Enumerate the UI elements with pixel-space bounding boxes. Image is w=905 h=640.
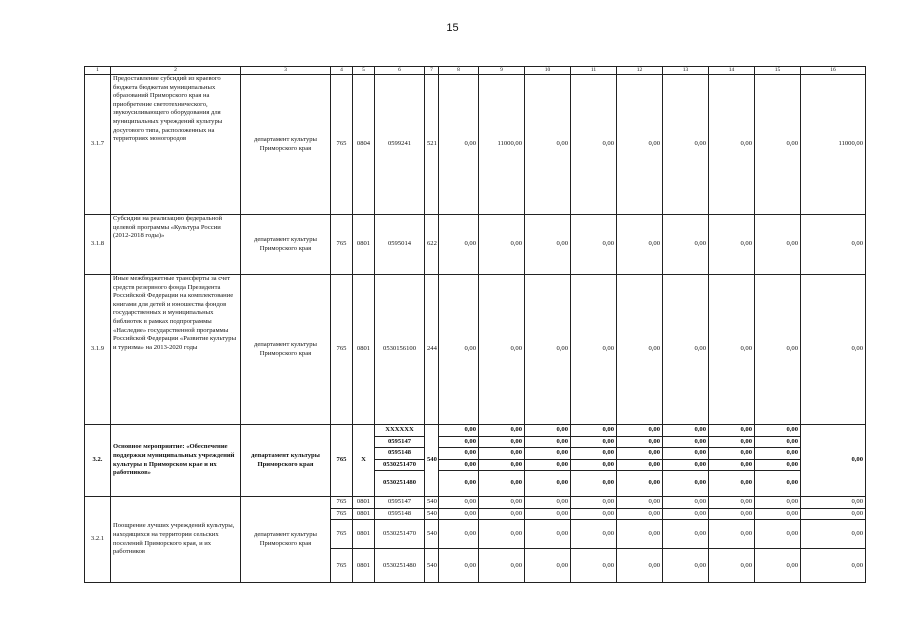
value-cell: 0,00 — [801, 425, 866, 497]
csr-code: 0530251480 — [383, 479, 416, 486]
vr-code: 540 — [425, 520, 438, 549]
value-cell: 0,00 — [439, 460, 478, 472]
rzpr-code: 0801 — [353, 509, 374, 521]
row-number: 3.2.1 — [85, 497, 111, 583]
value-cell: 0,00 — [709, 215, 755, 275]
row-number: 3.1.7 — [85, 75, 111, 215]
value-stack — [571, 497, 617, 583]
value-cell: 0,00 — [694, 479, 706, 486]
header-cell: 5 — [353, 67, 375, 75]
value-cell: 0,00 — [439, 509, 478, 521]
value-stack — [479, 425, 525, 497]
vr-stack — [425, 497, 439, 583]
value-stack — [617, 497, 663, 583]
value-cell: 0,00 — [709, 520, 754, 549]
row-executor: департамент культуры Приморского края — [241, 75, 331, 215]
value-cell: 0,00 — [479, 437, 524, 449]
vr-code: 540 — [425, 425, 439, 497]
csr-code: 0595014 — [375, 215, 425, 275]
rzpr-code: X — [353, 425, 375, 497]
value-cell: 0,00 — [648, 479, 660, 486]
vr-code: 540 — [427, 562, 437, 569]
value-cell: 0,00 — [801, 275, 866, 425]
value-cell: 0,00 — [571, 509, 616, 521]
rzpr-code: 0801 — [353, 275, 375, 425]
value-cell: 0,00 — [439, 448, 478, 460]
value-cell: 0,00 — [525, 275, 571, 425]
value-cell: 0,00 — [439, 275, 479, 425]
value-stack — [801, 497, 866, 583]
value-stack — [525, 497, 571, 583]
value-cell: 11000,00 — [801, 75, 866, 215]
value-cell: 0,00 — [663, 215, 709, 275]
value-cell: 0,00 — [617, 75, 663, 215]
header-cell: 16 — [801, 67, 866, 75]
csr-code: 0595147 — [375, 437, 424, 449]
value-cell: 0,00 — [755, 425, 800, 437]
header-cell: 4 — [331, 67, 353, 75]
table-row — [85, 275, 866, 425]
value-cell: 0,00 — [740, 479, 752, 486]
value-cell: 0,00 — [439, 497, 478, 509]
table-row — [85, 75, 866, 215]
value-cell: 0,00 — [755, 520, 800, 549]
value-cell: 0,00 — [755, 75, 801, 215]
grbs-code: 765 — [331, 425, 353, 497]
value-cell: 0,00 — [510, 479, 522, 486]
value-cell: 0,00 — [525, 437, 570, 449]
csr-code: 0530156100 — [375, 275, 425, 425]
row-number: 3.1.8 — [85, 215, 111, 275]
value-cell: 0,00 — [525, 520, 570, 549]
value-cell: 0,00 — [786, 562, 798, 569]
csr-stack — [375, 497, 425, 583]
value-cell: 0,00 — [801, 497, 865, 509]
header-cell: 7 — [425, 67, 439, 75]
value-cell: 0,00 — [617, 275, 663, 425]
page-number: 15 — [446, 22, 459, 34]
value-cell: 0,00 — [755, 437, 800, 449]
rzpr-code: 0801 — [353, 497, 374, 509]
value-cell: 0,00 — [755, 497, 800, 509]
value-cell: 0,00 — [663, 520, 708, 549]
value-cell: 0,00 — [663, 275, 709, 425]
value-cell: 0,00 — [755, 509, 800, 521]
value-cell: 0,00 — [464, 562, 476, 569]
value-cell: 0,00 — [801, 215, 866, 275]
value-cell: 0,00 — [617, 425, 662, 437]
value-cell: 0,00 — [439, 520, 478, 549]
header-cell: 9 — [479, 67, 525, 75]
row-executor: департамент культуры Приморского края — [241, 497, 331, 583]
value-cell: 0,00 — [556, 562, 568, 569]
value-stack — [439, 497, 479, 583]
value-cell: 0,00 — [439, 425, 478, 437]
table-row — [85, 497, 866, 583]
value-cell: 0,00 — [479, 497, 524, 509]
vr-code: 540 — [425, 509, 438, 521]
value-cell: 0,00 — [755, 275, 801, 425]
value-stack — [479, 497, 525, 583]
value-cell: 0,00 — [663, 75, 709, 215]
value-cell: 0,00 — [617, 509, 662, 521]
row-executor: департамент культуры Приморского края — [241, 215, 331, 275]
vr-code: 540 — [425, 497, 438, 509]
header-cell: 12 — [617, 67, 663, 75]
header-row — [85, 67, 866, 75]
value-stack — [439, 425, 479, 497]
csr-code: 0595148 — [375, 448, 424, 460]
header-cell: 15 — [755, 67, 801, 75]
value-cell: 0,00 — [709, 275, 755, 425]
value-cell: 0,00 — [602, 479, 614, 486]
value-cell: 0,00 — [694, 562, 706, 569]
value-cell: 0,00 — [602, 562, 614, 569]
grbs-code: 765 — [331, 275, 353, 425]
vr-code: 622 — [425, 215, 439, 275]
value-cell: 0,00 — [709, 437, 754, 449]
value-cell: 0,00 — [464, 479, 476, 486]
value-cell: 0,00 — [617, 497, 662, 509]
csr-code: 0599241 — [375, 75, 425, 215]
budget-table — [84, 66, 866, 583]
value-cell: 0,00 — [525, 215, 571, 275]
grbs-code: 765 — [336, 562, 347, 569]
rzpr-code: 0801 — [353, 215, 375, 275]
grbs-code: 765 — [331, 75, 353, 215]
value-cell: 0,00 — [663, 509, 708, 521]
row-executor: департамент культуры Приморского края — [241, 425, 331, 497]
table-row — [85, 215, 866, 275]
value-cell: 0,00 — [663, 425, 708, 437]
value-cell: 0,00 — [663, 460, 708, 472]
value-cell: 0,00 — [439, 215, 479, 275]
value-cell: 0,00 — [709, 497, 754, 509]
value-cell: 0,00 — [571, 520, 616, 549]
header-cell: 3 — [241, 67, 331, 75]
value-cell: 0,00 — [740, 562, 752, 569]
value-cell: 0,00 — [479, 448, 524, 460]
value-cell: 0,00 — [617, 520, 662, 549]
header-cell: 6 — [375, 67, 425, 75]
csr-code: XXXXXX — [375, 425, 424, 437]
value-cell: 0,00 — [709, 448, 754, 460]
value-stack — [663, 497, 709, 583]
value-cell: 0,00 — [439, 75, 479, 215]
value-cell: 0,00 — [556, 479, 568, 486]
value-cell: 0,00 — [571, 437, 616, 449]
grbs-code: 765 — [331, 509, 352, 521]
value-stack — [755, 425, 801, 497]
value-stack — [709, 497, 755, 583]
value-cell: 0,00 — [617, 437, 662, 449]
value-cell: 0,00 — [525, 425, 570, 437]
value-cell: 0,00 — [479, 425, 524, 437]
row-description: Основное мероприятие: «Обеспечение поддержки муниципальных учреждений культуры в Приморском крае и их работников» — [111, 425, 241, 497]
value-cell: 0,00 — [571, 75, 617, 215]
value-cell: 0,00 — [479, 460, 524, 472]
value-stack — [755, 497, 801, 583]
rzpr-code: 0804 — [353, 75, 375, 215]
rzpr-stack — [353, 497, 375, 583]
vr-code: 244 — [425, 275, 439, 425]
csr-code: 0530251470 — [375, 460, 424, 472]
row-executor: департамент культуры Приморского края — [241, 275, 331, 425]
csr-code-stack — [375, 425, 425, 497]
header-cell: 13 — [663, 67, 709, 75]
header-cell: 1 — [85, 67, 111, 75]
value-cell: 0,00 — [510, 562, 522, 569]
value-cell: 0,00 — [709, 460, 754, 472]
table-row — [85, 425, 866, 497]
value-cell: 0,00 — [755, 448, 800, 460]
value-cell: 0,00 — [479, 509, 524, 521]
value-cell: 0,00 — [571, 460, 616, 472]
value-cell: 0,00 — [801, 509, 865, 521]
value-cell: 0,00 — [439, 437, 478, 449]
header-cell: 2 — [111, 67, 241, 75]
header-cell: 14 — [709, 67, 755, 75]
value-cell: 0,00 — [786, 479, 798, 486]
value-cell: 0,00 — [617, 215, 663, 275]
value-cell: 0,00 — [479, 215, 525, 275]
value-cell: 0,00 — [525, 448, 570, 460]
value-cell: 0,00 — [663, 497, 708, 509]
value-stack — [709, 425, 755, 497]
value-cell: 0,00 — [525, 75, 571, 215]
grbs-code: 765 — [331, 520, 352, 549]
value-cell: 0,00 — [571, 497, 616, 509]
row-description: Субсидии на реализацию федеральной целевой программы «Культура России (2012-2018 годы)» — [111, 215, 241, 275]
value-cell: 0,00 — [525, 509, 570, 521]
row-description: Иные межбюджетные трансферты за счет средств резервного фонда Президента Российской Федерации на комплектование книгами для детей и юношества фондов государственных и муниципальных библиотек в рамках подпрограммы «Наследие» государственной программы Российской Федерации «Развитие культуры и туризма» на 2013-2020 годы — [111, 275, 241, 425]
value-cell: 0,00 — [617, 460, 662, 472]
value-cell: 11000,00 — [479, 75, 525, 215]
value-cell: 0,00 — [571, 448, 616, 460]
row-number: 3.2. — [85, 425, 111, 497]
value-stack — [525, 425, 571, 497]
value-stack — [617, 425, 663, 497]
value-cell: 0,00 — [801, 520, 865, 549]
row-description: Предоставление субсидий из краевого бюджета бюджетам муниципальных образований Приморского края на приобретение светотехнического, звукоусиливающего оборудования для муниципальных учреждений культуры досугового типа, расположенных на территориях моногородов — [111, 75, 241, 215]
value-cell: 0,00 — [525, 460, 570, 472]
row-number: 3.1.9 — [85, 275, 111, 425]
value-cell: 0,00 — [617, 448, 662, 460]
header-cell: 10 — [525, 67, 571, 75]
value-cell: 0,00 — [709, 509, 754, 521]
header-cell: 11 — [571, 67, 617, 75]
header-cell: 8 — [439, 67, 479, 75]
value-cell: 0,00 — [571, 215, 617, 275]
value-cell: 0,00 — [479, 275, 525, 425]
csr-code: 0530251470 — [375, 520, 424, 549]
value-cell: 0,00 — [648, 562, 660, 569]
grbs-code: 765 — [331, 497, 352, 509]
value-cell: 0,00 — [663, 437, 708, 449]
value-cell: 0,00 — [571, 275, 617, 425]
grbs-stack — [331, 497, 353, 583]
vr-code: 521 — [425, 75, 439, 215]
rzpr-code: 0801 — [353, 520, 374, 549]
csr-code: 0595148 — [375, 509, 424, 521]
value-stack — [663, 425, 709, 497]
value-cell: 0,00 — [571, 425, 616, 437]
value-cell: 0,00 — [709, 425, 754, 437]
value-cell: 0,00 — [663, 448, 708, 460]
value-cell: 0,00 — [525, 497, 570, 509]
value-cell: 0,00 — [851, 562, 863, 569]
csr-code: 0530251480 — [383, 562, 416, 569]
value-cell: 0,00 — [479, 520, 524, 549]
value-cell: 0,00 — [755, 460, 800, 472]
value-cell: 0,00 — [709, 75, 755, 215]
rzpr-code: 0801 — [356, 562, 371, 569]
value-stack — [571, 425, 617, 497]
row-description: Поощрение лучших учреждений культуры, находящихся на территории сельских поселений Приморского края, и их работников — [111, 497, 241, 583]
csr-code: 0595147 — [375, 497, 424, 509]
grbs-code: 765 — [331, 215, 353, 275]
value-cell: 0,00 — [755, 215, 801, 275]
